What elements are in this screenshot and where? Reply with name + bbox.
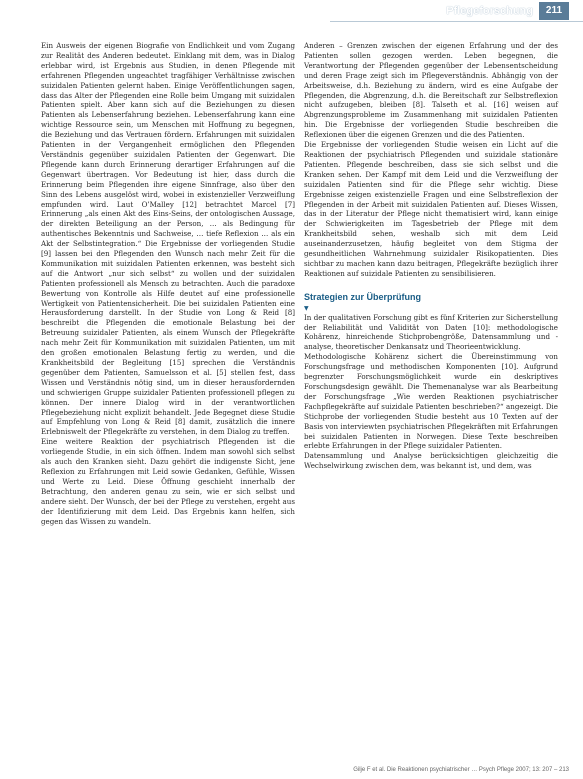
- footer-citation: Gilje F et al. Die Reaktionen psychiatrischer … Psych Pflege 2007; 13: 207 – 213: [353, 767, 569, 773]
- body-paragraph: Ein Ausweis der eigenen Biografie von Endlichkeit und vom Zugang zur Realität des Anderen bedeutet. Einklang mit dem, was in Dialog erlebbar wird, ist Ergebnis aus Studien, in denen Pflegende mit erfahrenen Pflegenden ungeachtet tragfähiger Verhältnisse zwischen suizidalen Patienten gelernt haben. Einige Veröffentlichungen sagen, dass das Alter der Pflegenden eine Rolle beim Umgang mit suizidalen Patienten spielt. Aber kann sich auf die Beziehungen zu diesen Patienten als Lebenserfahrung beziehen. Lebenserfahrung kann eine wichtige Ressource sein, um Menschen mit Hoffnung zu begegnen, die Beziehung und das Vertrauen fördern. Erfahrungen mit suizidalen Patienten in der Vergangenheit ermöglichen den Pflegenden Verständnis gegenüber suizidalen Patienten der Gegenwart. Die Pflegende kann durch Erinnerung derartiger Erfahrungen auf die Gegenwart übertragen. Vor Bedeutung ist hier, dass durch die Erinnerung beim Pflegenden ihre eigene Sinnfrage, also über den Sinn des Lebens ausgelöst wird, wobei in existenzieller Verzweiflung empfunden wird. Laut O’Malley [12] betrachtet Marcel [7] Erinnerung „als einen Akt des Eins-Seins, der ontologischen Aussage, der direkten Beteiligung an der Person, … als Bedingung für authentisches Bekenntnis und Sachweise, … tiefe Reflexion … als ein Akt der Selbstintegration.“ Die Ergebnisse der vorliegenden Studie [9] lassen bei den Pflegenden den Wunsch nach mehr Zeit für die Kommunikation mit suizidalen Patienten erkennen, was besteht sich auf die Antwort „nur sich selbst“ zu wollen und der suizidalen Patienten professionell als Mensch zu betrachten. Auch die paradoxe Bewertung von Kontrolle als Hilfe deutet auf eine professionelle Wertigkeit von Patientensicherheit. Die bei suizidalen Patienten eine Herausforderung darstellt. In der Studie von Long & Reid [8] beschreibt die Pflegenden die emotionale Belastung bei der Betreuung suizidaler Patienten, als einem Wunsch der Pflegekräfte nach mehr Zeit für Kommunikation mit suizidalen Patienten, um mit den großen emotionalen Belastung fertig zu werden, und die Krankheitsbild der Begleitung [15] sprechen die Verständnis gegenüber dem Patienten, Samuelsson et al. [5] stellen fest, dass Wissen und Verständnis nötig sind, um in dieser herausfordernden und schwierigen Gruppe suizidaler Patienten professionell pflegen zu können. Der innere Dialog wird in der verantwortlichen Pflegebeziehung nicht explizit behandelt. Jede Begegnet diese Studie auf Empfehlung von Long & Reid [8] damit, zusätzlich die innere Erlebniswelt der Pflegekräfte zu verstehen, in dem Dialog zu treffen.: [41, 41, 295, 437]
- body-paragraph: Die Ergebnisse der vorliegenden Studie weisen ein Licht auf die Reaktionen der psychiatrisch Pflegenden und suizidale stationäre Patienten. Pflegende beschreiben, dass sie sich selbst und die Kranken sehen. Der Kampf mit dem Leid und die Verzweiflung der suizidalen Patienten sind für die Pflege sehr wichtig. Diese Ergebnisse zeigen existenzielle Fragen und eine Selbstreflexion der Pflegenden in der Arbeit mit suizidalen Patienten auf. Dieses Wissen, das in der Literatur der Pflege nicht thematisiert wird, kann einige der Schwierigkeiten im Tagesbetrieb der Pflege mit dem Krankheitsbild sehen, weshalb sich mit dem Leid auseinanderzusetzen, häufig begleitet von dem Stigma der gesundheitlichen Wahrnehmung suizidaler Risikopatienten. Dies sichtbar zu machen kann dazu beitragen, Pflegekräfte bezüglich ihrer Reaktionen auf suizidale Patienten zu sensibilisieren.: [304, 140, 558, 278]
- page-number: 211: [539, 2, 569, 20]
- body-paragraph: Anderen – Grenzen zwischen der eigenen Erfahrung und der des Patienten sollen gezogen werden. Leben begegnen, die Verantwortung der Pflegenden gegenüber der Lebensentscheidung und deren Frage zeigt sich im Pflegeverständnis. Abhängig von der Arbeitsweise, d.h. Beziehung zu ändern, wird es eine Aufgabe der Pflegenden, die Abgrenzung, d.h. die Bereitschaft zur Selbstreflexion nicht aufzugeben, bleiben [8]. Talseth et al. [16] weisen auf Abgrenzungsprobleme im Zusammenhang mit suizidalen Patienten hin. Die Ergebnisse der vorliegenden Studie beschreiben die Reflexionen über die eigenen Grenzen und die des Patienten.: [304, 41, 558, 140]
- body-paragraph: Methodologische Kohärenz sichert die Übereinstimmung von Forschungsfrage und methodischen Komponenten [10]. Aufgrund begrenzter Forschungsmöglichkeit wurde ein deskriptives Forschungsdesign gewählt. Die Themenanalyse war als Bearbeitung der Forschungsfrage „Wie werden Reaktionen psychiatrischer Fachpflegekräfte auf suizidale Patienten beschrieben?“ angezeigt. Die Stichprobe der vorliegenden Studie besteht aus 10 Texten auf der Basis von interviewten psychiatrischen Pflegekräften mit Erfahrungen bei suizidalen Patienten in Norwegen. Diese Texte beschreiben erlebte Erfahrungen in der Pflege suizidaler Patienten.: [304, 352, 558, 451]
- left-column: [41, 41, 295, 526]
- body-paragraph: Datensammlung und Analyse berücksichtigen gleichzeitig die Wechselwirkung zwischen dem, was bekannt ist, und dem, was: [304, 451, 558, 471]
- section-name: Pflegeforschung: [446, 5, 533, 17]
- body-paragraph: Eine weitere Reaktion der psychiatrisch Pflegenden ist die vorliegende Studie, in ein sich öffnen. Indem man sowohl sich selbst als auch den Kranken sieht. Dazu gehört die indigenste Sicht, jene Reflexion zu Erfahrungen mit Leid sowie Gedanken, Gefühle, Wissen und Werte zu Leid. Diese Öffnung geschieht innerhalb der Betrachtung, den anderen genau zu sein, wie er sich selbst und andere sieht. Der Wunsch, der bei der Pflege zu verstehen, ergeht aus der Identifizierung mit dem Leid. Das Ergebnis kann helfen, sich gegen das Wissen zu wandeln.: [41, 437, 295, 526]
- body-paragraph: In der qualitativen Forschung gibt es fünf Kriterien zur Sicherstellung der Reliabilität und Validität von Daten [10]: methodologische Kohärenz, hinreichende Stichprobengröße, Datensammlung und -analyse, theoretischer Denkansatz und Theorieentwicklung.: [304, 312, 558, 352]
- running-header: [0, 0, 583, 22]
- header-rule: [330, 21, 583, 22]
- section-marker-icon: ▼: [304, 304, 309, 312]
- right-column: [304, 41, 558, 471]
- section-heading: Strategien zur Überprüfung: [304, 291, 422, 302]
